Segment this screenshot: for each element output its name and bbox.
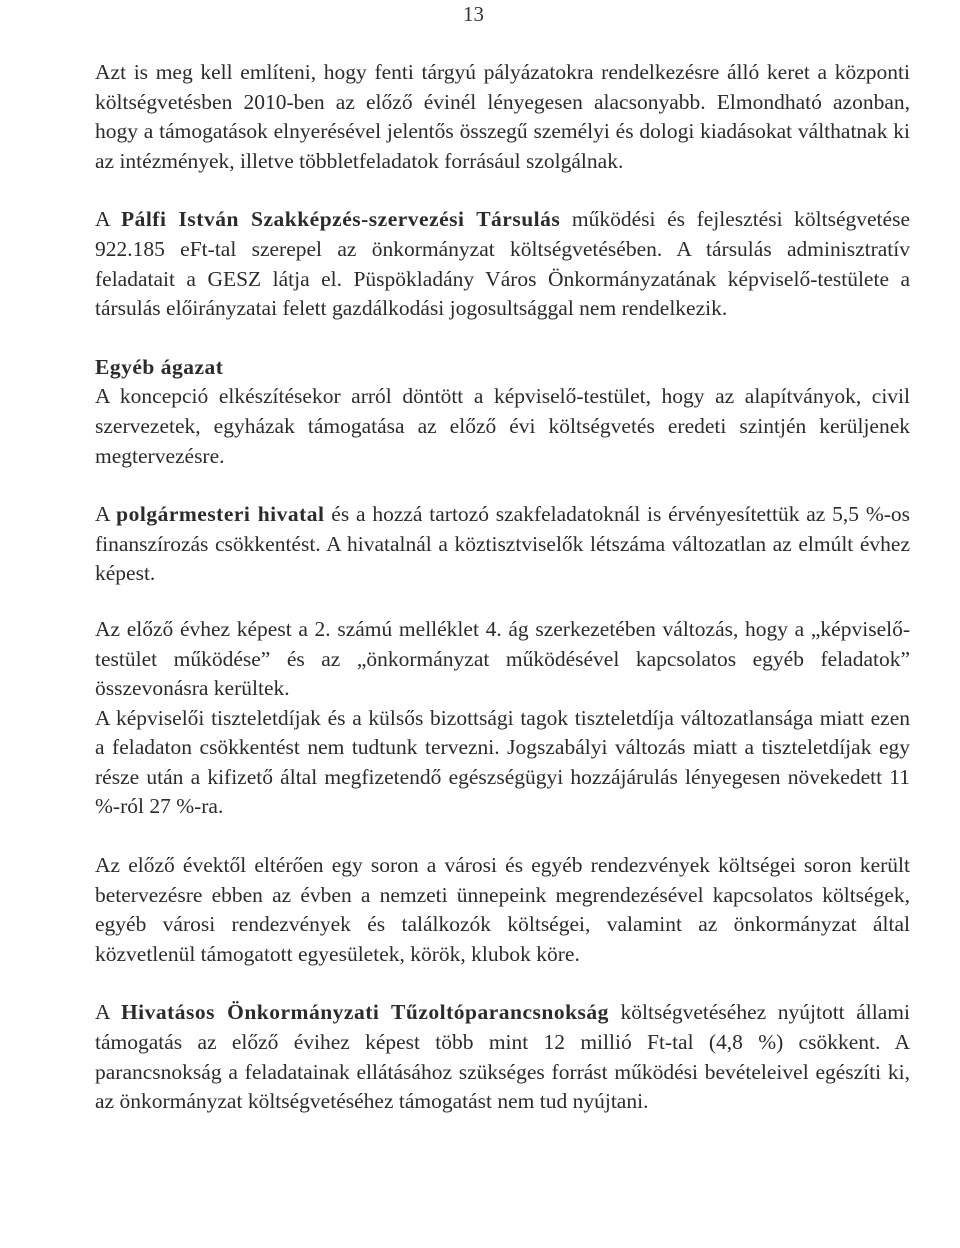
paragraph-prefix: A [95,502,117,527]
paragraph-city-events: Az előző évektől eltérően egy soron a városi és egyéb rendezvények költségei soron került betervezésre ebben az évben a nemzeti ünnepeink megrendezésével kapcsolatos költségek, egyéb városi rendezvények és találkozók költségei, valamint az önkormányzat által közvetlenül támogatott egyesületek, körök, klubok köre. [95,853,910,966]
association-name: Pálfi István Szakképzés-szervezési Társulás [120,207,561,232]
paragraph-grant-budget: Azt is meg kell említeni, hogy fenti tárgyú pályázatokra rendelkezésre álló keret a központi költségvetésben 2010-ben az előző évinél lényegesen alacsonyabb. Elmondható azonban, hogy a támogatások elnyerésével jelentős összegű személyi és dologi kiadásokat válthatnak ki az intézmények, illetve többletfeladatok forrásául szolgálnak. [95,60,910,173]
paragraph-honoraria: A képviselői tiszteletdíjak és a külsős bizottsági tagok tiszteletdíja változatlansága miatt ezen a feladaton csökkentést nem tudtunk tervezni. Jogszabályi változás miatt a tiszteletdíjak egy része után a kifizető által megfizetendő egészségügyi hozzájárulás lényegesen növekedett 11 %-ról 27 %-ra. [95,705,910,819]
paragraph-text: működési és fejlesztési költségvetése 922.185 eFt-tal szerepel az önkormányzat költségvetésében. A társulás adminisztratív feladatait a GESZ látja el. Püspökladány Város Önkormányzatának képviselő-testülete a társulás előirányzatai felett gazdálkodási jogosultsággal nem rendelkezik. [95,207,910,321]
section-heading-other-sector: Egyéb ágazat [95,354,224,379]
paragraph-concept-decision: A koncepció elkészítésekor arról döntött a képviselő-testület, hogy az alapítványok, civil szervezetek, egyházak támogatása az előző évi költségvetés eredeti szintjén kerüljenek megtervezésre. [95,384,910,468]
paragraph-mayors-office [95,500,910,589]
paragraph-association-budget [95,205,910,323]
page-number: 13 [463,2,484,26]
paragraph-text: és a hozzá tartozó szakfeladatoknál is érvényesítettük az 5,5 %-os finanszírozás csökkentést. A hivatalnál a köztisztviselők létszáma változatlan az elmúlt évhez képest. [95,502,910,586]
paragraph-fire-department [95,998,910,1116]
mayors-office-label: polgármesteri hivatal [116,502,325,527]
paragraph-annex-change: Az előző évhez képest a 2. számú melléklet 4. ág szerkezetében változás, hogy a „képviselő-testület működése” és az „önkormányzat működésével kapcsolatos egyéb feladatok” összevonásra kerültek. [95,616,910,701]
document-body [95,58,910,1117]
paragraph-prefix: A [95,1000,121,1025]
paragraph-text: költségvetéséhez nyújtott állami támogatás az előző évihez képest több mint 12 millió Ft-tal (4,8 %) csökkent. A parancsnokság a feladatainak ellátásához szükséges forrást működési bevételeivel egészíti ki, az önkormányzat költségvetéséhez támogatást nem tud nyújtani. [95,1000,910,1114]
fire-department-label: Hivatásos Önkormányzati Tűzoltóparancsnokság [120,1000,609,1025]
paragraph-prefix: A [95,207,121,232]
